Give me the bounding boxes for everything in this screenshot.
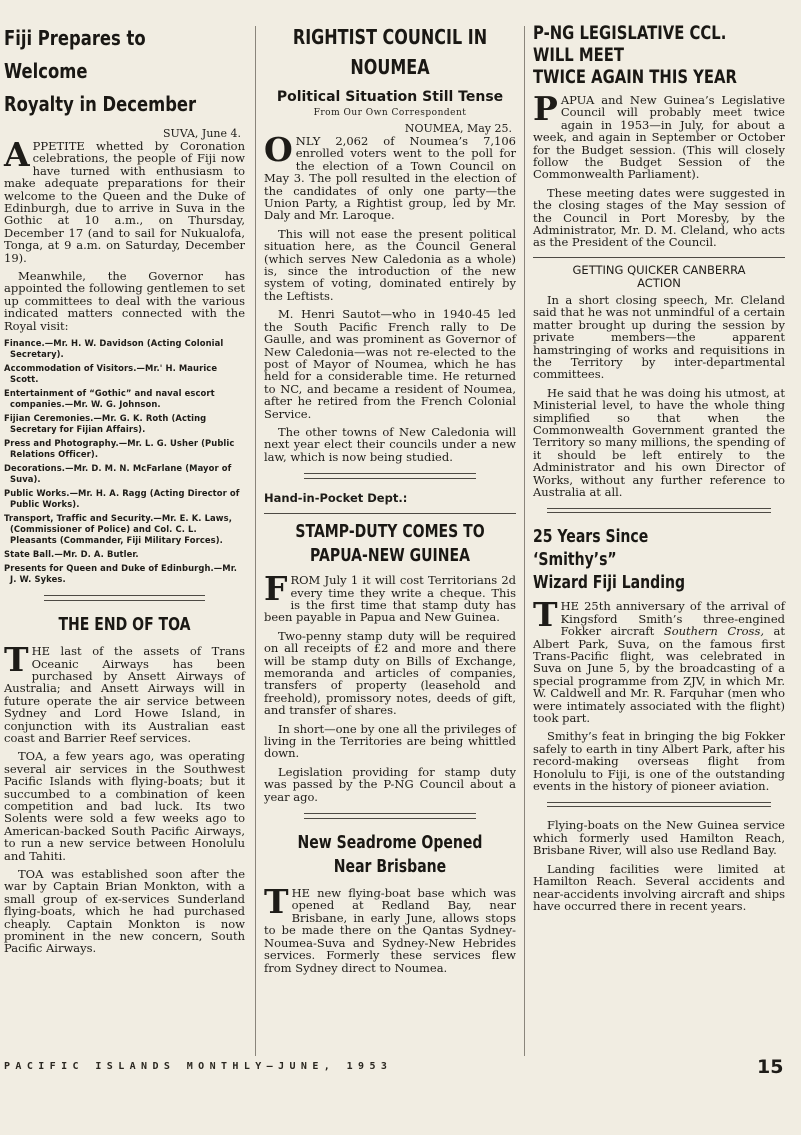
article-paragraph: Legislation providing for stamp duty was passed by the P-NG Council about a year ago. — [264, 764, 516, 804]
subhead-line: ACTION — [637, 275, 681, 290]
list-item: Transport, Traffic and Security.—Mr. E. K. Laws, (Commissioner of Police) and Col. C. L. Pleasants (Commander, Fiji Military Forces). — [4, 513, 232, 546]
committee-list — [4, 338, 245, 585]
column-middle — [264, 22, 516, 974]
kicker: Hand-in-Pocket Dept.: — [264, 491, 408, 506]
list-item: Public Works.—Mr. H. A. Ragg (Acting Director of Public Works). — [4, 488, 240, 510]
article-paragraph — [533, 595, 786, 726]
page-footer-masthead: PACIFIC ISLANDS MONTHLY—JUNE, 1953 — [4, 1061, 393, 1072]
article-paragraph: Meanwhile, the Governor has appointed the following gentlemen to set up committees to deal with the various indicated matters connected with the Royal visit: — [4, 269, 245, 333]
dateline: SUVA, June 4. — [162, 127, 241, 140]
column-right — [533, 22, 785, 912]
stamp-article — [264, 491, 516, 803]
article-divider — [547, 802, 771, 807]
column-rule — [524, 26, 525, 1056]
headline-line: RIGHTIST COUNCIL IN — [292, 25, 488, 49]
byline: From Our Own Correspondent — [313, 108, 467, 118]
article-paragraph: In a short closing speech, Mr. Cleland said that he was not unmindful of a certain matter brought up during the session by private members—the apparent hamstringing of works and requisitions in the Territory by inter-departmental committees. — [533, 292, 785, 382]
article-paragraph: M. Henri Sautot—who in 1940-45 led the South Pacific French rally to De Gaulle, and was prominent as Governor of New Caledonia—was not re-elected to the post of Mayor of Noumea, which he has held for a considerable time. He returned to NC, and became a resident of Noumea, after he retired from the French Colonial Service. — [264, 307, 516, 421]
article-paragraph: In short—one by one all the privileges of living in the Territories are being whittled down. — [264, 721, 516, 761]
dateline: NOUMEA, May 25. — [404, 122, 512, 135]
smithy-headline — [533, 525, 730, 594]
headline-line: Near Brisbane — [333, 856, 447, 878]
smithy-article — [533, 525, 785, 792]
subhead-line: GETTING QUICKER CANBERRA — [572, 262, 746, 277]
headline-line: Wizard Fiji Landing — [533, 572, 686, 594]
flying-boats-article — [533, 819, 785, 912]
article-divider — [304, 813, 476, 819]
toa-article — [4, 613, 245, 955]
paragraph-text: at Albert Park, Suva, on the famous first Trans-Pacific flight, was celebrated in Suva on June 5, by the broadcasting of a special programme from ZJV, in which Mr. W. Caldwell and Mr. R. Farquhar (men who were intimately associated with the flight) took part. — [533, 624, 786, 726]
article-paragraph: TOA, a few years ago, was operating several air services in the Southwest Pacific Islands with flying-boats; but it succumbed to a combination of keen competition and bad luck. Its two Solents were sold a few weeks ago to American-backed South Pacific Airways, to run a new service between Honolulu and Tahiti. — [4, 749, 245, 863]
article-paragraph: APPETITE whetted by Coronation celebrations, the people of Fiji now have turned with enthusiasm to make adequate preparations for their welcome to the Queen and the Duke of Edinburgh, due to arrive in Suva in the Gothic at 10 a.m., on Thursday, December 17 (and to sail for Nukualofa, Tonga, at 9 a.m. on Saturday, December 19). — [4, 135, 245, 265]
article-paragraph: Landing facilities were limited at Hamilton Reach. Several accidents and near-accidents involving aircraft and ships have occurred there in recent years. — [533, 861, 785, 913]
noumea-headline — [289, 22, 491, 82]
column-rule — [255, 26, 256, 1056]
page-number: 15 — [757, 1056, 784, 1078]
headline-line: Royalty in December — [4, 92, 197, 116]
article-paragraph: The other towns of New Caledonia will next year elect their councils under a new law, which is now being studied. — [264, 424, 516, 464]
article-paragraph: THE new flying-boat base which was opened at Redland Bay, near Brisbane, in early June, allows stops to be made there on the Qantas Sydney-Noumea-Suva and Sydney-New Hebrides services. Formerly these services flew from Sydney direct to Noumea. — [264, 882, 516, 975]
article-paragraph: Two-penny stamp duty will be required on all receipts of £2 and more and there will be stamp duty on Bills of Exchange, memoranda and articles of companies, transfers of property (leasehold and freehold), promissory notes, deeds of gift, and transfer of shares. — [264, 628, 516, 718]
headline-line: WILL MEET — [533, 44, 625, 66]
list-item: Finance.—Mr. H. W. Davidson (Acting Colonial Secretary). — [4, 338, 224, 360]
list-item: Accommodation of Visitors.—Mr.' H. Maurice Scott. — [4, 363, 218, 385]
headline-line: STAMP-DUTY COMES TO — [295, 521, 485, 543]
seadrome-article — [264, 831, 516, 974]
list-item: State Ball.—Mr. D. A. Butler. — [4, 549, 139, 560]
headline-line: New Seadrome Opened — [297, 832, 483, 854]
list-item: Entertainment of “Gothic” and naval escort companies.—Mr. W. G. Johnson. — [4, 388, 215, 410]
png-headline — [533, 22, 737, 88]
article-divider — [547, 508, 771, 513]
article-paragraph: PAPUA and New Guinea’s Legislative Council will probably meet twice again in 1953—in July, for about a week, and again in September or October for the Budget session. (This will closely follow the Budget Session of the Commonwealth Parliament). — [533, 89, 785, 182]
list-item: Presents for Queen and Duke of Edinburgh.—Mr. J. W. Sykes. — [4, 563, 238, 585]
column-left — [4, 22, 245, 955]
seadrome-headline — [292, 831, 489, 879]
article-divider — [44, 595, 205, 601]
fiji-headline — [4, 22, 202, 121]
headline-line: Fiji Prepares to — [4, 26, 146, 50]
article-paragraph: This will not ease the present political situation here, as the Council General (which serves New Caledonia as a whole) is, since the introduction of the new system of voting, dominated entirely by the Leftists. — [264, 226, 516, 303]
headline-line: TWICE AGAIN THIS YEAR — [533, 66, 737, 88]
stamp-headline — [292, 520, 489, 568]
headline-line: 25 Years Since — [533, 526, 649, 548]
toa-headline: THE END OF TOA — [58, 614, 191, 636]
fiji-article — [4, 22, 245, 585]
article-paragraph: ONLY 2,062 of Noumea’s 7,106 enrolled voters went to the poll for the election of a Town Council on May 3. The poll resulted in the election of the candidates of only one party—the Union Party, a Rightist group, led by Mr. Daly and Mr. Laroque. — [264, 130, 516, 223]
article-paragraph: TOA was established soon after the war by Captain Brian Monkton, with a small group of ex-services Sunderland flying-boats, which he had purchased cheaply. Captain Monkton is now prominent in the new concern, South Pacific Airways. — [4, 867, 245, 956]
list-item: Decorations.—Mr. D. M. N. McFarlane (Mayor of Suva). — [4, 463, 232, 485]
paragraph-text: THE 25th anniversary of the arrival of Kingsford Smith’s three-engined Fokker aircraft — [533, 595, 785, 639]
noumea-article — [264, 22, 516, 463]
noumea-subheadline: Political Situation Still Tense — [276, 89, 504, 105]
article-paragraph: Flying-boats on the New Guinea service which formerly used Hamilton Reach, Brisbane River, will also use Redland Bay. — [533, 818, 785, 858]
article-paragraph: FROM July 1 it will cost Territorians 2d every time they write a cheque. This is the first time that stamp duty has been payable in Papua and New Guinea. — [264, 569, 516, 625]
article-divider — [304, 473, 476, 479]
list-item: Fijian Ceremonies.—Mr. G. K. Roth (Acting Secretary for Fijian Affairs). — [4, 413, 207, 435]
headline-line: Welcome — [4, 59, 88, 83]
headline-line: ‘Smithy’s” — [533, 549, 617, 571]
png-article — [533, 22, 785, 498]
article-paragraph: He said that he was doing his utmost, at Ministerial level, to have the whole thing simplified so that when the Commonwealth Government granted the Territory so many millions, the spending of it should be left entirely to the Administrator and his own Director of Works, without any further reference to Australia at all. — [533, 385, 785, 499]
section-subhead — [533, 264, 785, 290]
article-paragraph: THE last of the assets of Trans Oceanic Airways has been purchased by Ansett Airways of Australia; and Ansett Airways will in future operate the air service between Sydney and Lord Howe Island, in conjunction with its Australian east coast and Barrier Reef services. — [4, 640, 245, 745]
article-paragraph: Smithy’s feat in bringing the big Fokker safely to earth in tiny Albert Park, after his record-making overseas flight from Honolulu to Fiji, is one of the outstanding events in the history of pioneer aviation. — [533, 729, 785, 794]
headline-line: P-NG LEGISLATIVE CCL. — [533, 22, 727, 44]
article-paragraph: These meeting dates were suggested in the closing stages of the May session of the Council in Port Moresby, by the Administrator, Mr. D. M. Cleland, who acts as the President of the Council. — [533, 185, 785, 250]
headline-line: NOUMEA — [350, 55, 430, 79]
headline-line: PAPUA-NEW GUINEA — [310, 545, 470, 567]
list-item: Press and Photography.—Mr. L. G. Usher (Public Relations Officer). — [4, 438, 235, 460]
aircraft-name: Southern Cross, — [663, 624, 764, 639]
